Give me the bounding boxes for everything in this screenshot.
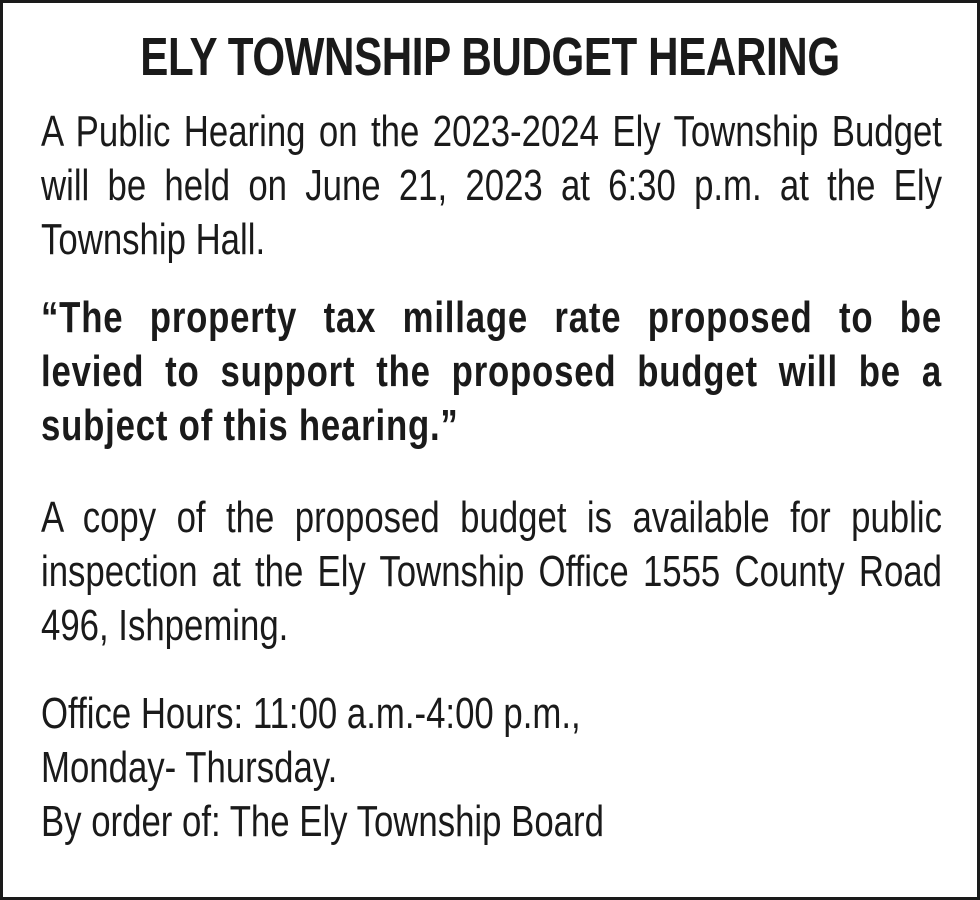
office-days: Monday- Thursday. — [41, 743, 338, 792]
office-info — [41, 687, 942, 849]
signature-line: By order of: The Ely Township Board — [41, 797, 604, 846]
office-hours: Office Hours: 11:00 a.m.-4:00 p.m., — [41, 689, 581, 738]
millage-statement: “The property tax millage rate proposed to be levied to support the proposed budget will be a subject of this hearing.” — [41, 293, 942, 450]
hearing-announcement: A Public Hearing on the 2023-2024 Ely Township Budget will be held on June 21, 2023 at 6:30 p.m. at the Ely Township Hall. — [41, 107, 942, 264]
notice-title: ELY TOWNSHIP BUDGET HEARING — [140, 27, 840, 87]
budget-availability: A copy of the proposed budget is available for public inspection at the Ely Township Office 1555 County Road 496, Ishpeming. — [41, 493, 942, 650]
